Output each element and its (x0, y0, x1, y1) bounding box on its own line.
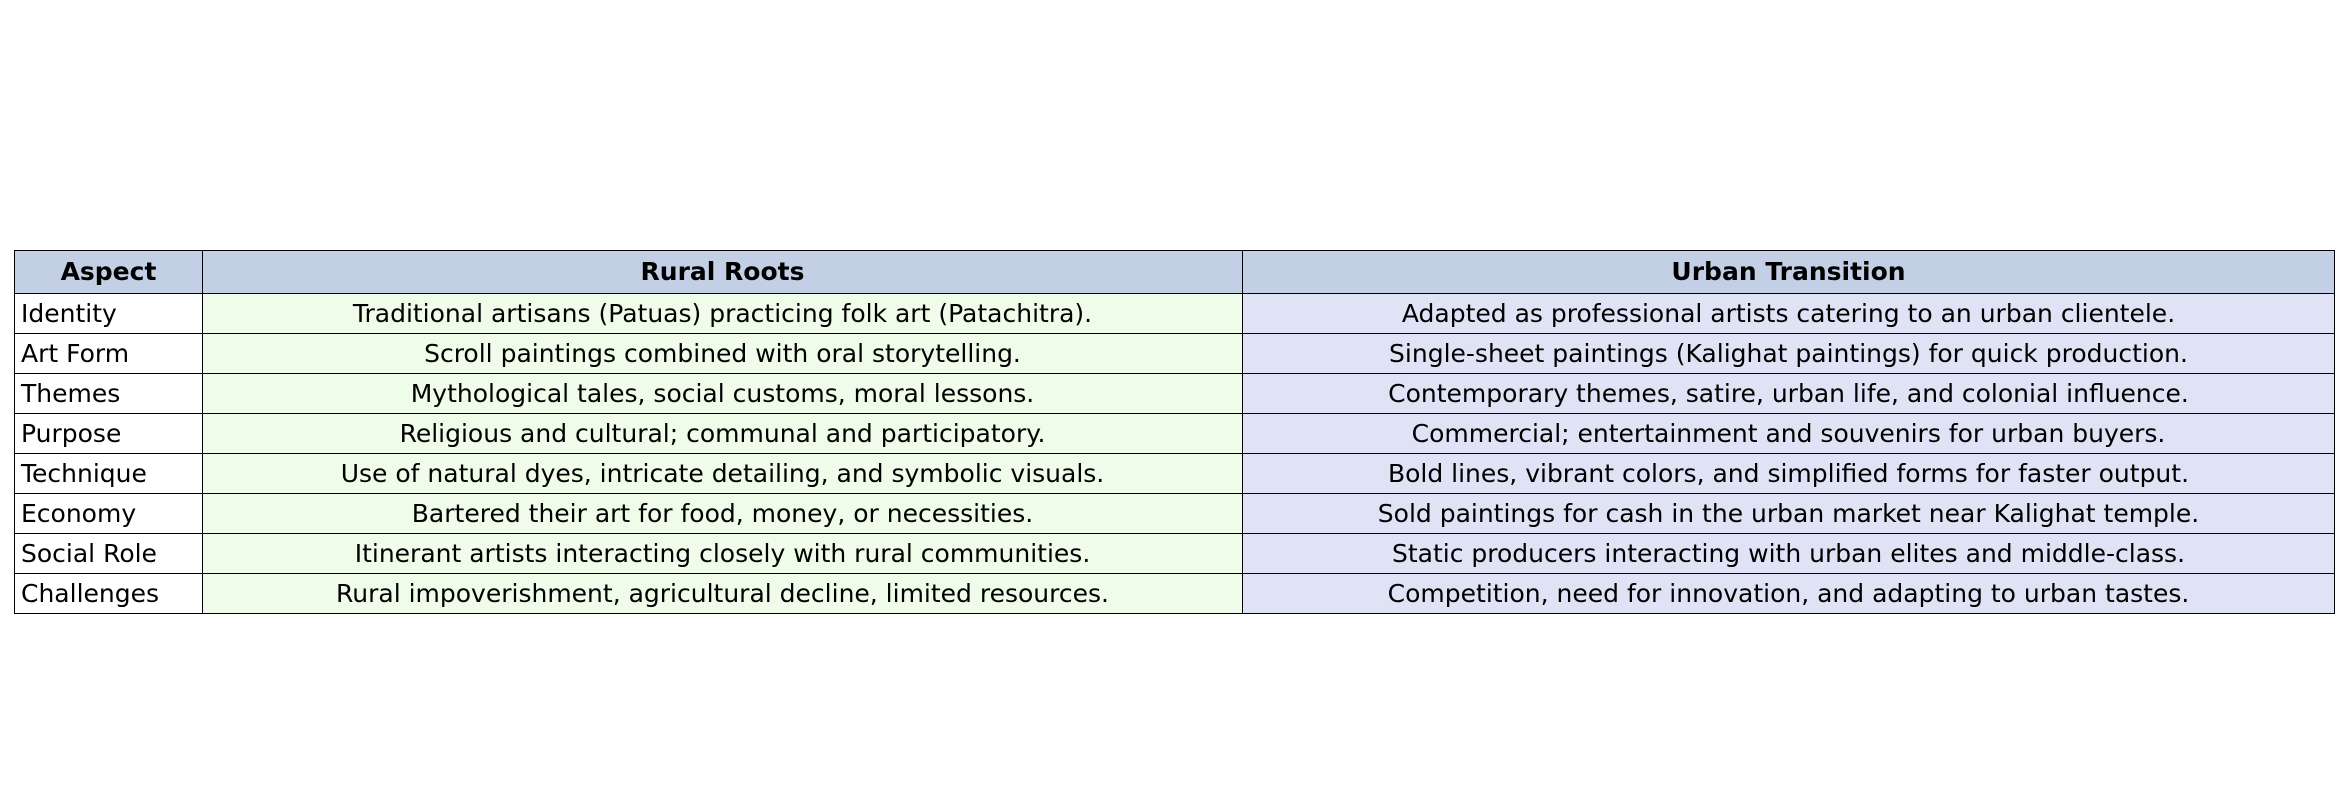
table-body (15, 294, 2335, 614)
cell-urban: Static producers interacting with urban elites and middle-class. (1243, 534, 2335, 574)
cell-urban: Adapted as professional artists catering to an urban clientele. (1243, 294, 2335, 334)
table-header-row (15, 251, 2335, 294)
cell-rural: Rural impoverishment, agricultural decline, limited resources. (203, 574, 1243, 614)
comparison-table (14, 250, 2335, 614)
cell-aspect: Social Role (15, 534, 203, 574)
column-header-urban-transition: Urban Transition (1243, 251, 2335, 294)
cell-aspect: Art Form (15, 334, 203, 374)
table-row (15, 294, 2335, 334)
cell-urban: Contemporary themes, satire, urban life, and colonial influence. (1243, 374, 2335, 414)
cell-rural: Mythological tales, social customs, moral lessons. (203, 374, 1243, 414)
column-header-aspect: Aspect (15, 251, 203, 294)
table-row (15, 334, 2335, 374)
table-row (15, 534, 2335, 574)
cell-urban: Competition, need for innovation, and adapting to urban tastes. (1243, 574, 2335, 614)
table-row (15, 574, 2335, 614)
cell-rural: Traditional artisans (Patuas) practicing folk art (Patachitra). (203, 294, 1243, 334)
cell-urban: Bold lines, vibrant colors, and simplified forms for faster output. (1243, 454, 2335, 494)
table-header (15, 251, 2335, 294)
cell-aspect: Identity (15, 294, 203, 334)
cell-aspect: Themes (15, 374, 203, 414)
cell-aspect: Economy (15, 494, 203, 534)
column-header-rural-roots: Rural Roots (203, 251, 1243, 294)
cell-urban: Sold paintings for cash in the urban market near Kalighat temple. (1243, 494, 2335, 534)
table-row (15, 454, 2335, 494)
table-row (15, 414, 2335, 454)
cell-rural: Religious and cultural; communal and participatory. (203, 414, 1243, 454)
table-row (15, 494, 2335, 534)
cell-rural: Use of natural dyes, intricate detailing, and symbolic visuals. (203, 454, 1243, 494)
cell-urban: Single-sheet paintings (Kalighat paintings) for quick production. (1243, 334, 2335, 374)
cell-rural: Bartered their art for food, money, or necessities. (203, 494, 1243, 534)
table-row (15, 374, 2335, 414)
cell-urban: Commercial; entertainment and souvenirs for urban buyers. (1243, 414, 2335, 454)
comparison-table-wrapper (14, 250, 2334, 614)
cell-rural: Scroll paintings combined with oral storytelling. (203, 334, 1243, 374)
cell-aspect: Purpose (15, 414, 203, 454)
cell-aspect: Technique (15, 454, 203, 494)
cell-rural: Itinerant artists interacting closely with rural communities. (203, 534, 1243, 574)
cell-aspect: Challenges (15, 574, 203, 614)
